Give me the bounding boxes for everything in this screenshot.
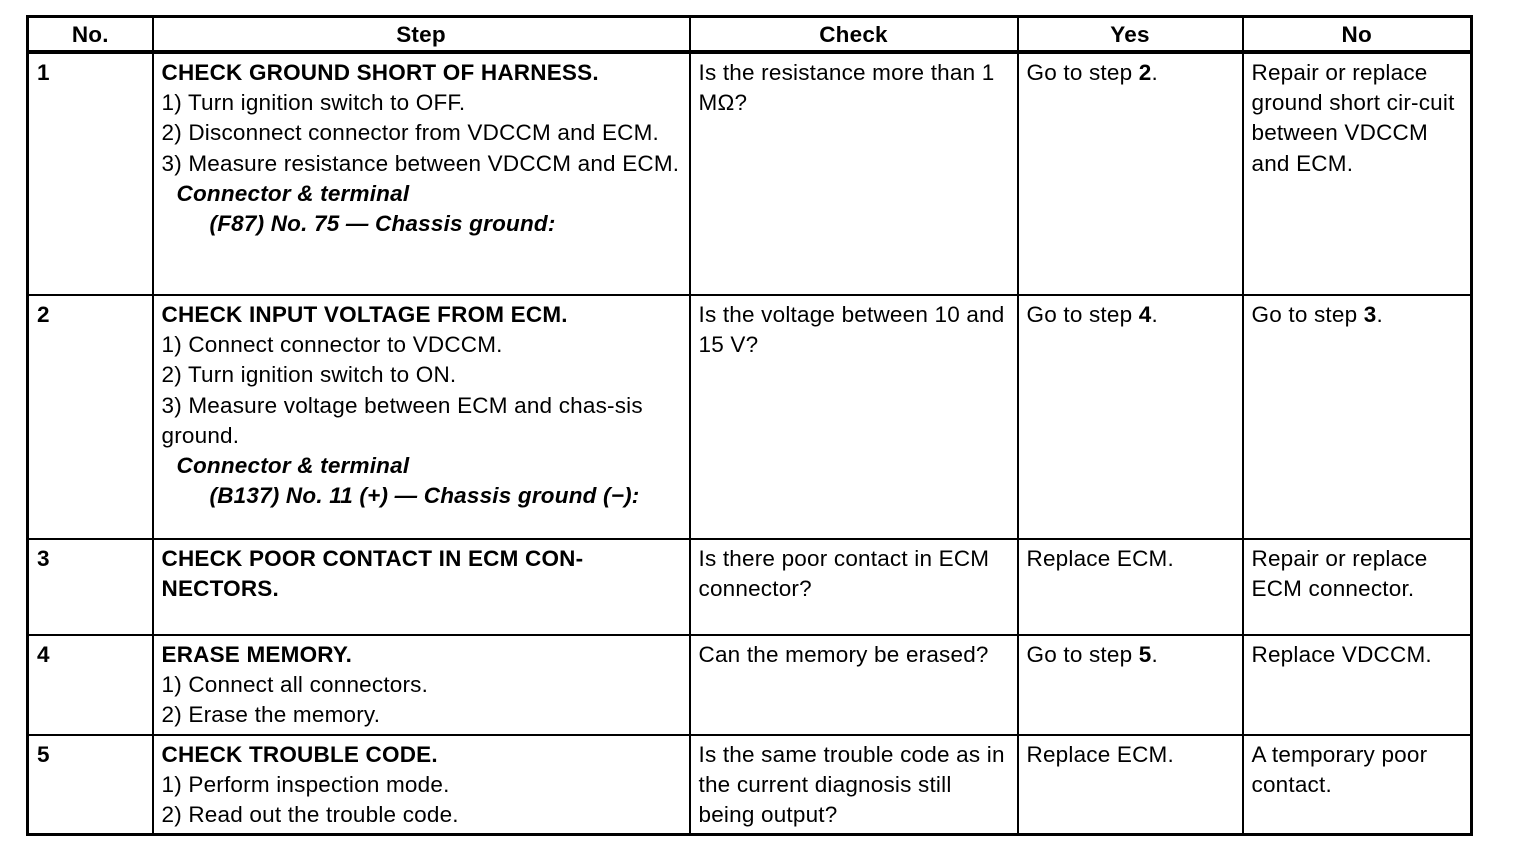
- no-cell: Repair or replace ECM connector.: [1243, 539, 1472, 635]
- step-instruction: 3) Measure resistance between VDCCM and ECM.: [161, 150, 680, 176]
- yes-cell: [1018, 635, 1243, 735]
- check-cell: Is the same trouble code as in the current diagnosis still being output?: [690, 735, 1018, 834]
- step-cell: [153, 52, 690, 295]
- step-number: 2: [28, 295, 153, 539]
- yes-cell: [1018, 295, 1243, 539]
- check-cell: Can the memory be erased?: [690, 635, 1018, 735]
- check-cell: Is the resistance more than 1 MΩ?: [690, 52, 1018, 295]
- connector-terminal-value: (B137) No. 11 (+) — Chassis ground (−):: [209, 483, 640, 509]
- step-number: 3: [28, 539, 153, 635]
- step-instruction: 1) Connect all connectors.: [161, 672, 429, 698]
- step-number: 5: [28, 735, 153, 834]
- yes-cell: [1018, 52, 1243, 295]
- no-cell: Repair or replace ground short cir-cuit between VDCCM and ECM.: [1243, 52, 1472, 295]
- table-row: [28, 295, 1472, 539]
- step-number: 4: [28, 635, 153, 735]
- step-title: CHECK TROUBLE CODE.: [161, 742, 438, 767]
- yes-end: .: [1151, 642, 1158, 667]
- header-step: Step: [153, 17, 690, 53]
- header-no-result: No: [1243, 17, 1472, 53]
- yes-cell: Replace ECM.: [1018, 735, 1243, 834]
- step-title: ERASE MEMORY.: [161, 642, 353, 667]
- yes-text: Go to step: [1026, 642, 1139, 667]
- no-step-ref: 3: [1363, 302, 1377, 327]
- step-instruction: 2) Turn ignition switch to ON.: [161, 362, 457, 388]
- table-header: [28, 17, 1472, 53]
- connector-terminal-label: Connector & terminal: [176, 180, 410, 206]
- table-row: [28, 539, 1472, 635]
- yes-text: Go to step: [1026, 302, 1139, 327]
- no-text: Go to step: [1251, 302, 1364, 327]
- step-title: CHECK POOR CONTACT IN ECM CON-NECTORS.: [161, 546, 584, 602]
- step-instruction: 3) Measure voltage between ECM and chas-sis ground.: [161, 392, 643, 448]
- check-cell: Is there poor contact in ECM connector?: [690, 539, 1018, 635]
- yes-step-ref: 5: [1138, 642, 1152, 667]
- step-title: CHECK INPUT VOLTAGE FROM ECM.: [161, 302, 568, 327]
- step-cell: [153, 295, 690, 539]
- step-instruction: 2) Read out the trouble code.: [161, 802, 459, 828]
- table-row: [28, 635, 1472, 735]
- header-no: No.: [28, 17, 153, 53]
- no-cell: A temporary poor contact.: [1243, 735, 1472, 834]
- no-cell: Replace VDCCM.: [1243, 635, 1472, 735]
- step-instruction: 2) Disconnect connector from VDCCM and ECM.: [161, 120, 660, 146]
- connector-terminal-value: (F87) No. 75 — Chassis ground:: [209, 211, 556, 237]
- header-check: Check: [690, 17, 1018, 53]
- yes-end: .: [1151, 302, 1158, 327]
- step-cell: [153, 735, 690, 834]
- yes-cell: Replace ECM.: [1018, 539, 1243, 635]
- header-yes: Yes: [1018, 17, 1243, 53]
- step-instruction: 1) Connect connector to VDCCM.: [161, 332, 503, 358]
- step-cell: [153, 635, 690, 735]
- step-instruction: 1) Perform inspection mode.: [161, 772, 450, 798]
- no-cell: [1243, 295, 1472, 539]
- check-cell: Is the voltage between 10 and 15 V?: [690, 295, 1018, 539]
- diagnosis-table: [26, 15, 1473, 836]
- step-instruction: 1) Turn ignition switch to OFF.: [161, 90, 466, 116]
- table-row: [28, 52, 1472, 295]
- step-number: 1: [28, 52, 153, 295]
- connector-terminal-label: Connector & terminal: [176, 453, 410, 479]
- yes-end: .: [1151, 60, 1158, 85]
- yes-text: Go to step: [1026, 60, 1139, 85]
- step-title: CHECK GROUND SHORT OF HARNESS.: [161, 60, 599, 85]
- step-instruction: 2) Erase the memory.: [161, 702, 381, 728]
- no-end: .: [1376, 302, 1383, 327]
- yes-step-ref: 2: [1138, 60, 1152, 85]
- step-cell: [153, 539, 690, 635]
- yes-step-ref: 4: [1138, 302, 1152, 327]
- table-row: [28, 735, 1472, 834]
